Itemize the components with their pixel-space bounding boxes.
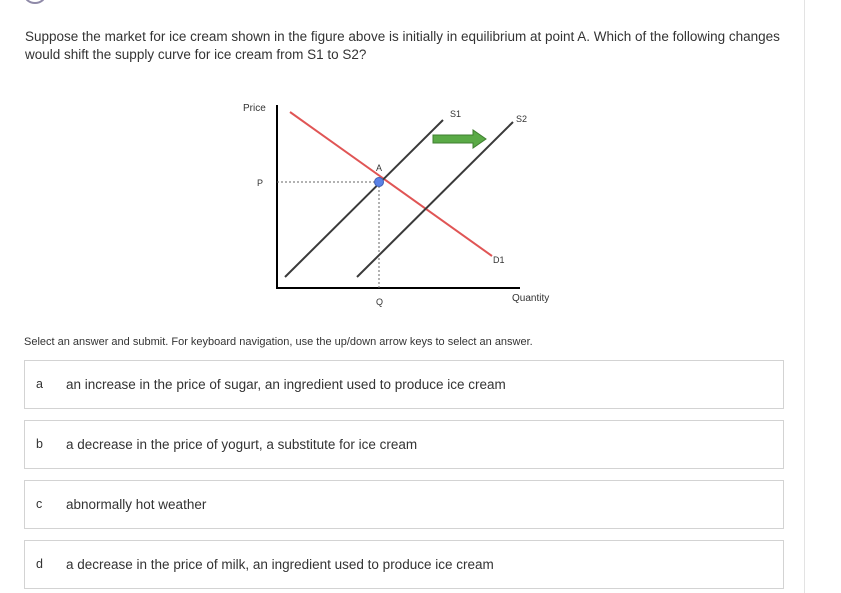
point-a-label: A bbox=[376, 163, 383, 173]
answer-option-d[interactable] bbox=[24, 540, 784, 589]
supply-2-label: S2 bbox=[516, 114, 528, 124]
page-divider bbox=[804, 0, 805, 593]
demand-curve-d1 bbox=[290, 112, 492, 256]
option-text: a decrease in the price of milk, an ingredient used to produce ice cream bbox=[66, 557, 494, 572]
option-letter: b bbox=[36, 437, 43, 451]
supply-curve-s1 bbox=[285, 120, 443, 277]
equilibrium-point-a bbox=[375, 178, 384, 187]
answer-option-c[interactable] bbox=[24, 480, 784, 529]
option-letter: d bbox=[36, 557, 43, 571]
option-text: abnormally hot weather bbox=[66, 497, 207, 512]
instructions-text: Select an answer and submit. For keyboard navigation, use the up/down arrow keys to select an answer. bbox=[24, 336, 533, 348]
answer-option-a[interactable] bbox=[24, 360, 784, 409]
price-tick-label: P bbox=[257, 178, 264, 188]
option-text: an increase in the price of sugar, an ingredient used to produce ice cream bbox=[66, 377, 506, 392]
question-text: Suppose the market for ice cream shown in the figure above is initially in equilibrium at point A. Which of the following changes would shift the supply curve for ice cream from S1 to S2? bbox=[25, 29, 780, 62]
supply-1-label: S1 bbox=[450, 109, 462, 119]
shift-arrow-icon bbox=[433, 130, 486, 148]
quantity-axis-label: Quantity bbox=[512, 293, 550, 304]
supply-demand-figure bbox=[230, 95, 570, 310]
option-text: a decrease in the price of yogurt, a substitute for ice cream bbox=[66, 437, 418, 452]
quantity-tick-label: Q bbox=[376, 297, 384, 307]
answer-option-b[interactable] bbox=[24, 420, 784, 469]
demand-1-label: D1 bbox=[493, 255, 505, 265]
option-letter: c bbox=[36, 497, 43, 511]
partial-icon bbox=[24, 0, 46, 4]
supply-demand-graph bbox=[230, 95, 570, 310]
price-axis-label: Price bbox=[243, 103, 266, 114]
option-letter: a bbox=[36, 377, 43, 391]
